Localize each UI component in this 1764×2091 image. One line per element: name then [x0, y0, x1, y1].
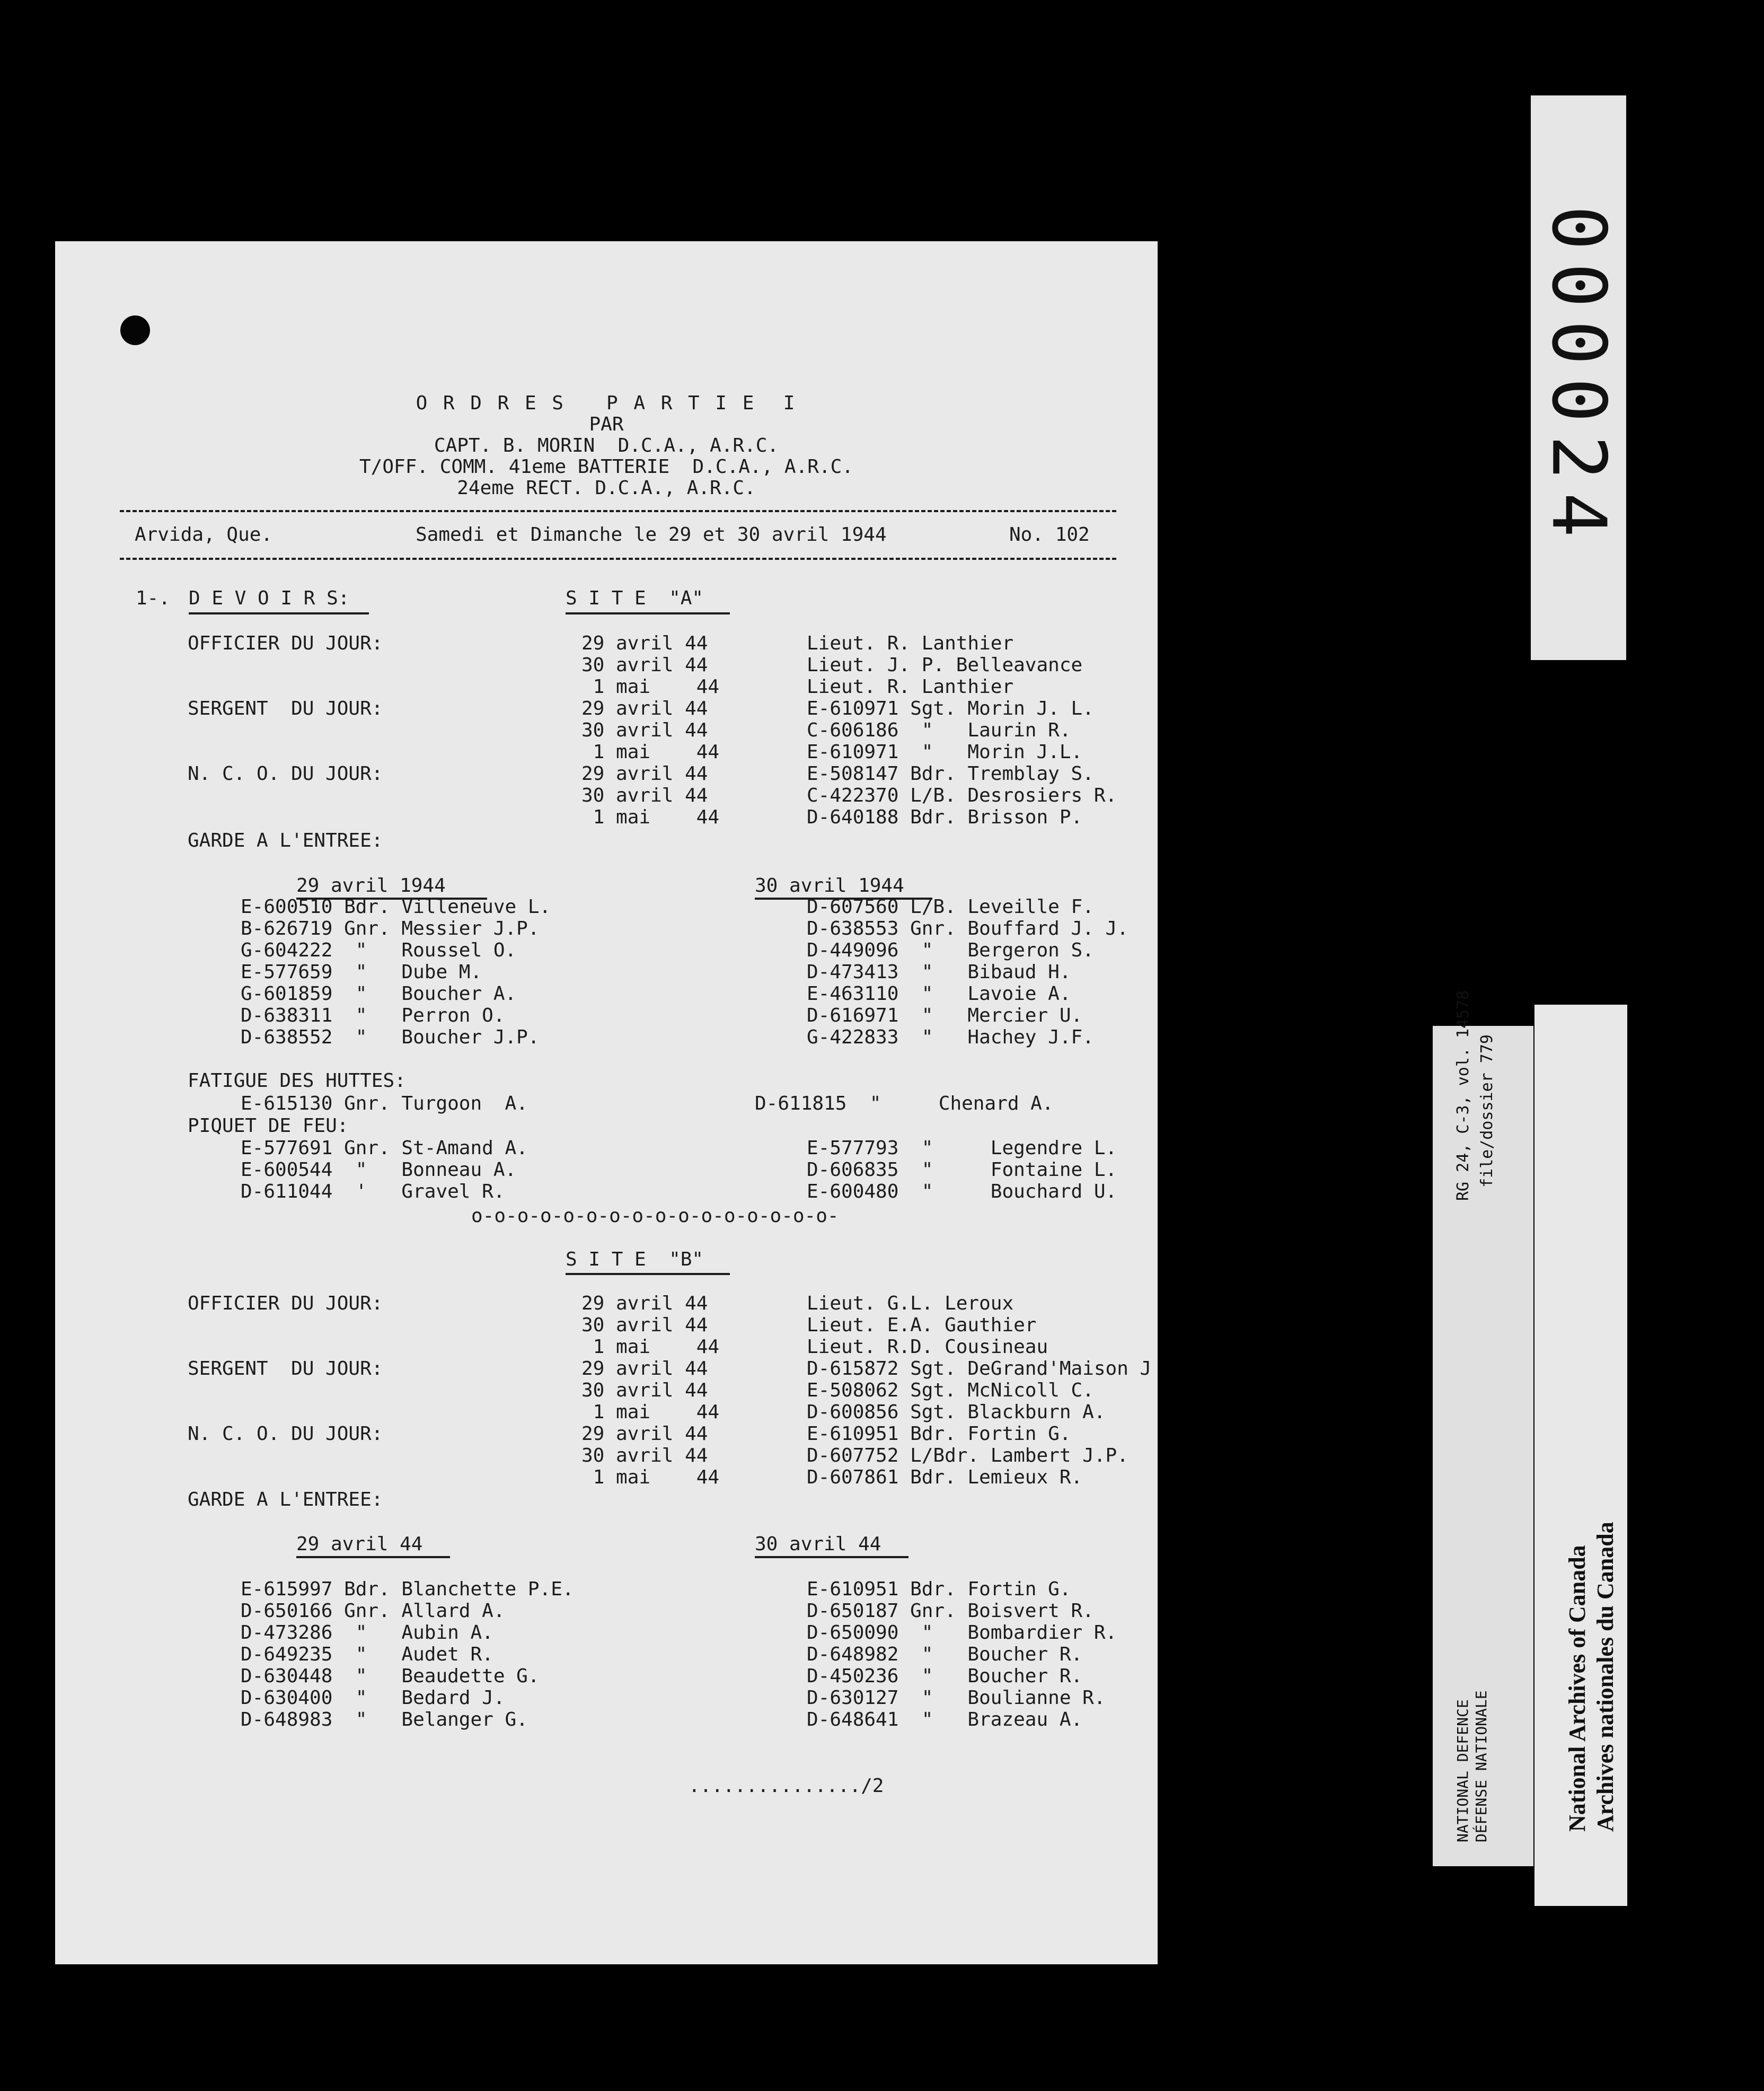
duty-person: C-606186 " Laurin R. [807, 719, 1071, 741]
roster-entry: D-630400 " Bedard J. [241, 1687, 505, 1709]
document-page [55, 241, 1158, 1964]
underline [566, 1273, 730, 1275]
stamp-fr: Archives nationales du Canada [1592, 1522, 1618, 1832]
duty-person: C-422370 L/B. Desrosiers R. [807, 785, 1117, 806]
duty-date: 1 mai 44 [581, 1401, 720, 1423]
duty-person: D-600856 Sgt. Blackburn A. [807, 1401, 1106, 1423]
duty-date: 29 avril 44 [581, 1293, 708, 1314]
roster-entry: D-473413 " Bibaud H. [807, 961, 1071, 983]
department-en: NATIONAL DEFENCE [1454, 1699, 1471, 1842]
roster-entry: E-463110 " Lavoie A. [807, 983, 1071, 1005]
duty-person: E-610971 Sgt. Morin J. L. [807, 698, 1094, 719]
duty-label: OFFICIER DU JOUR: [188, 1293, 383, 1314]
duty-date: 30 avril 44 [581, 1314, 708, 1336]
roster-entry: D-450236 " Boucher R. [807, 1665, 1083, 1687]
underline [566, 612, 730, 614]
archive-file: file/dossier 779 [1478, 1034, 1496, 1188]
garde-date-right: 30 avril 1944 [755, 875, 904, 897]
duty-person: E-508147 Bdr. Tremblay S. [807, 763, 1094, 785]
roster-entry: D-606835 " Fontaine L. [807, 1159, 1117, 1181]
duty-person: Lieut. R. Lanthier [807, 676, 1014, 698]
divider [120, 510, 1116, 512]
duty-person: Lieut. R.D. Cousineau [807, 1336, 1048, 1358]
roster-entry: D-607560 L/B. Leveille F. [807, 896, 1094, 918]
duty-date: 1 mai 44 [581, 1336, 720, 1358]
roster-entry: D-648983 " Belanger G. [241, 1709, 528, 1730]
stamp-en: National Archives of Canada [1564, 1545, 1590, 1832]
underline [755, 1556, 909, 1558]
garde-date-right: 30 avril 44 [755, 1533, 881, 1555]
punch-hole [120, 315, 150, 345]
duty-person: D-607752 L/Bdr. Lambert J.P. [807, 1445, 1128, 1466]
section-separator: o-o-o-o-o-o-o-o-o-o-o-o-o-o-o-o- [471, 1205, 839, 1227]
roster-entry: D-638553 Gnr. Bouffard J. J. [807, 918, 1128, 939]
roster-entry: G-604222 " Roussel O. [241, 939, 517, 961]
duty-date: 29 avril 44 [581, 1358, 708, 1380]
duty-person: D-615872 Sgt. DeGrand'Maison J [807, 1358, 1152, 1380]
department-fr: DÉFENSE NATIONALE [1472, 1690, 1490, 1842]
duty-date: 29 avril 44 [581, 698, 708, 719]
header-line-1: CAPT. B. MORIN D.C.A., A.R.C. [434, 435, 779, 456]
duty-date: 30 avril 44 [581, 719, 708, 741]
roster-entry: E-577691 Gnr. St-Amand A. [241, 1137, 528, 1159]
roster-entry: D-630127 " Boulianne R. [807, 1687, 1106, 1709]
archive-stamp [1534, 1005, 1627, 1906]
roster-entry: D-473286 " Aubin A. [241, 1622, 493, 1644]
duty-date: 1 mai 44 [581, 676, 720, 698]
roster-entry: D-648982 " Boucher R. [807, 1644, 1083, 1665]
continuation-marker: .............../2 [689, 1775, 884, 1797]
garde-date-left: 29 avril 1944 [296, 875, 446, 897]
archive-reference-strip [1433, 990, 1533, 1866]
location: Arvida, Que. [135, 524, 273, 546]
duty-label: N. C. O. DU JOUR: [188, 1423, 383, 1445]
duty-date: 29 avril 44 [581, 763, 708, 785]
underline [296, 1556, 450, 1558]
roster-entry: E-615997 Bdr. Blanchette P.E. [241, 1578, 574, 1600]
archive-frame-number [1531, 95, 1626, 660]
roster-entry: B-626719 Gnr. Messier J.P. [241, 918, 540, 939]
roster-entry: D-630448 " Beaudette G. [241, 1665, 540, 1687]
site-a-heading: S I T E "A" [566, 587, 704, 609]
piquet-label: PIQUET DE FEU: [188, 1115, 349, 1137]
underline [189, 612, 369, 614]
roster-entry: D-638552 " Boucher J.P. [241, 1026, 540, 1048]
fatigue-label: FATIGUE DES HUTTES: [188, 1070, 406, 1092]
duty-person: Lieut. G.L. Leroux [807, 1293, 1014, 1314]
garde-date-left: 29 avril 44 [296, 1533, 423, 1555]
roster-entry: D-650187 Gnr. Boisvert R. [807, 1600, 1094, 1622]
duty-date: 29 avril 44 [581, 1423, 708, 1445]
duty-date: 30 avril 44 [581, 1445, 708, 1466]
fatigue-right: D-611815 " Chenard A. [755, 1093, 1054, 1114]
duty-label: OFFICIER DU JOUR: [188, 632, 383, 654]
duty-date: 1 mai 44 [581, 806, 720, 828]
duty-person: D-607861 Bdr. Lemieux R. [807, 1466, 1083, 1488]
duty-date: 1 mai 44 [581, 741, 720, 763]
roster-entry: D-648641 " Brazeau A. [807, 1709, 1083, 1730]
roster-entry: E-600480 " Bouchard U. [807, 1181, 1117, 1202]
duty-person: Lieut. R. Lanthier [807, 632, 1014, 654]
section-title: D E V O I R S: [189, 587, 350, 609]
duty-label: SERGENT DU JOUR: [188, 698, 383, 719]
roster-entry: E-577659 " Dube M. [241, 961, 482, 983]
roster-entry: E-577793 " Legendre L. [807, 1137, 1117, 1159]
duty-date: 30 avril 44 [581, 1380, 708, 1401]
duty-label: N. C. O. DU JOUR: [188, 763, 383, 785]
duty-person: D-640188 Bdr. Brisson P. [807, 806, 1083, 828]
roster-entry: D-611044 ' Gravel R. [241, 1181, 505, 1202]
header-par: PAR [589, 414, 624, 435]
garde-label: GARDE A L'ENTREE: [188, 830, 383, 851]
roster-entry: E-610951 Bdr. Fortin G. [807, 1578, 1071, 1600]
roster-entry: D-638311 " Perron O. [241, 1005, 505, 1026]
duty-date: 1 mai 44 [581, 1466, 720, 1488]
frame-number-text: 000024 [1535, 205, 1622, 550]
duty-person: Lieut. J. P. Belleavance [807, 654, 1083, 676]
duty-person: E-610971 " Morin J.L. [807, 741, 1083, 763]
roster-entry: D-616971 " Mercier U. [807, 1005, 1083, 1026]
roster-entry: G-422833 " Hachey J.F. [807, 1026, 1094, 1048]
fatigue-left: E-615130 Gnr. Turgoon A. [241, 1093, 528, 1114]
roster-entry: E-600510 Bdr. Villeneuve L. [241, 896, 551, 918]
duty-label: SERGENT DU JOUR: [188, 1358, 383, 1380]
duty-date: 30 avril 44 [581, 654, 708, 676]
roster-entry: E-600544 " Bonneau A. [241, 1159, 517, 1181]
garde-label: GARDE A L'ENTREE: [188, 1489, 383, 1510]
duty-person: E-508062 Sgt. McNicoll C. [807, 1380, 1094, 1401]
duty-date: 29 avril 44 [581, 632, 708, 654]
order-number: No. 102 [1009, 524, 1090, 546]
duty-date: 30 avril 44 [581, 785, 708, 806]
divider [120, 558, 1116, 560]
header-line-3: 24eme RECT. D.C.A., A.R.C. [457, 477, 756, 499]
document-title: O R D R E S P A R T I E I [416, 392, 797, 414]
section-number: 1-. [136, 587, 171, 609]
duty-person: E-610951 Bdr. Fortin G. [807, 1423, 1071, 1445]
roster-entry: D-649235 " Audet R. [241, 1644, 493, 1665]
roster-entry: D-650166 Gnr. Allard A. [241, 1600, 505, 1622]
site-b-heading: S I T E "B" [566, 1249, 704, 1270]
roster-entry: D-650090 " Bombardier R. [807, 1622, 1117, 1644]
duty-person: Lieut. E.A. Gauthier [807, 1314, 1037, 1336]
archive-reference: RG 24, C-3, vol. 14578 [1454, 990, 1472, 1201]
roster-entry: D-449096 " Bergeron S. [807, 939, 1094, 961]
header-line-2: T/OFF. COMM. 41eme BATTERIE D.C.A., A.R.C. [359, 456, 853, 478]
roster-entry: G-601859 " Boucher A. [241, 983, 517, 1005]
order-date: Samedi et Dimanche le 29 et 30 avril 1944 [416, 524, 887, 546]
